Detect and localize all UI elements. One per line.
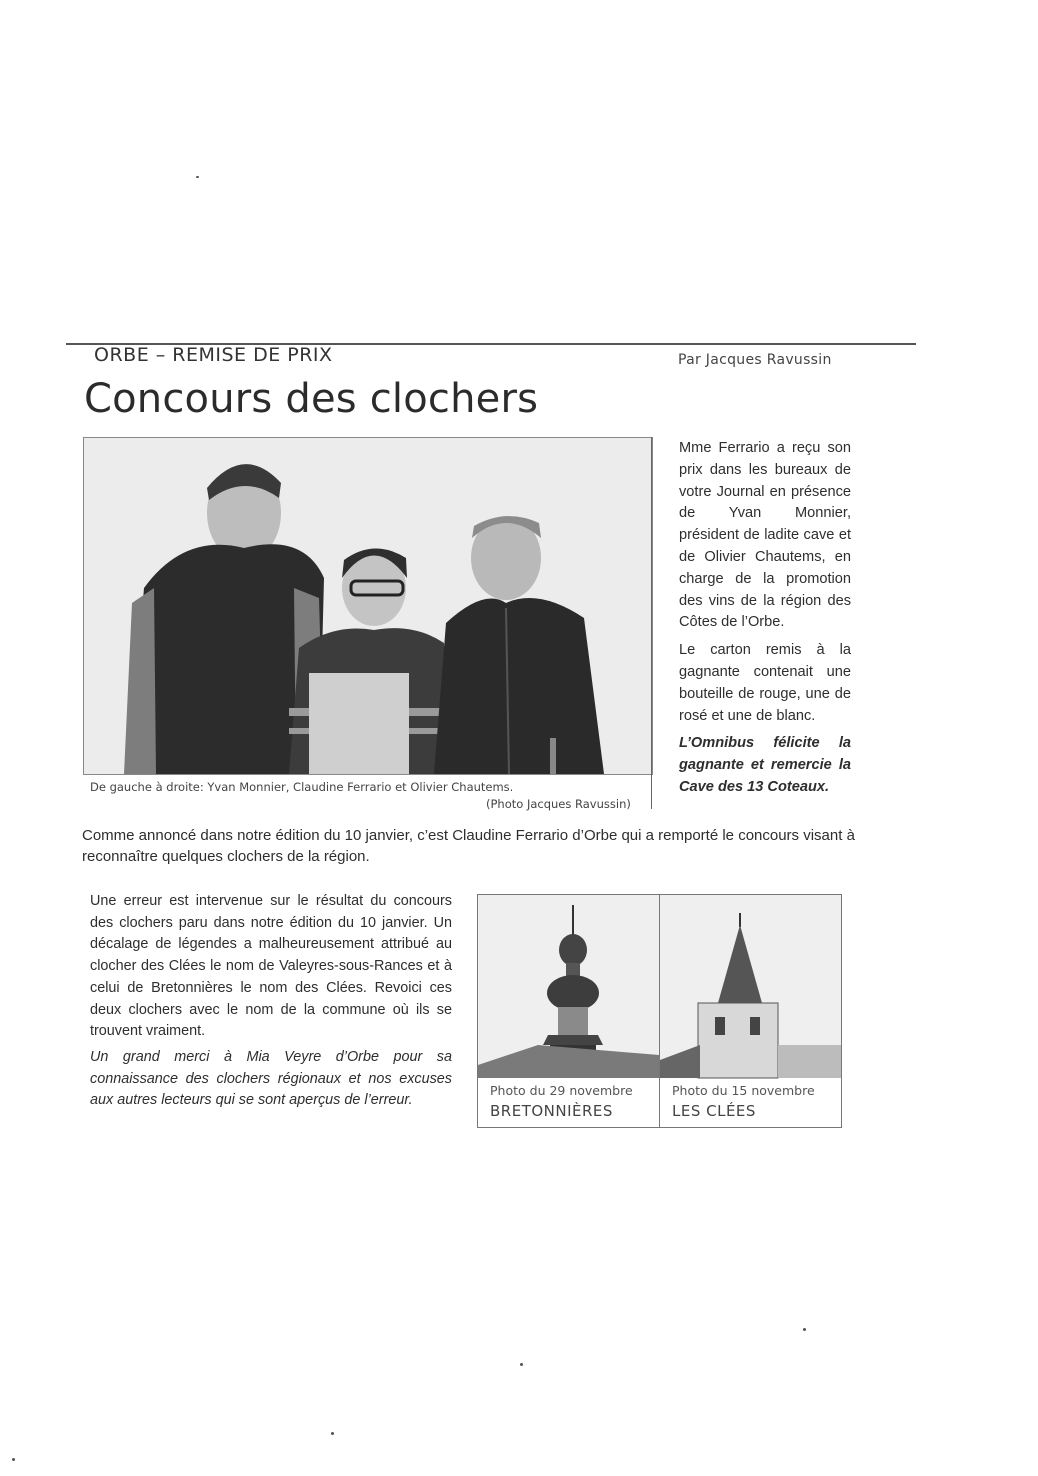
side-paragraph-1: Mme Ferrario a reçu son prix dans les bureaux de votre Journal en présence de Yvan Monnier, président de ladite cave et de Olivier Chautems, en charge de la promotion des vins de la région des Côtes de l’Orbe. [679, 440, 851, 631]
scan-speck [331, 1432, 334, 1435]
church-photo-bretonnieres [478, 895, 659, 1120]
byline: Par Jacques Ravussin [678, 352, 832, 368]
scan-speck [803, 1328, 806, 1331]
scan-speck [196, 176, 199, 178]
scan-speck [12, 1458, 15, 1461]
side-column [679, 438, 851, 805]
scan-speck [520, 1363, 523, 1366]
church-photo-les-clees [660, 895, 841, 1120]
side-closing: L’Omnibus félicite la gagnante et remercie la Cave des 13 Coteaux. [679, 735, 851, 795]
church-photos [477, 894, 842, 1128]
erratum-thanks: Un grand merci à Mia Veyre d’Orbe pour sa connaissance des clochers régionaux et nos excuses aux autres lecteurs qui se sont aperçus de l’erreur. [90, 1048, 452, 1109]
erratum-block [90, 891, 452, 1116]
headline: Concours des clochers [84, 376, 539, 422]
church-name: LES CLÉES [672, 1102, 756, 1120]
main-photo [83, 437, 653, 775]
section-kicker: ORBE – REMISE DE PRIX [94, 344, 333, 366]
column-rule [651, 437, 652, 809]
photo-caption: De gauche à droite: Yvan Monnier, Claudine Ferrario et Olivier Chautems. [90, 780, 514, 794]
group-photo-illustration [84, 438, 652, 774]
church-name: BRETONNIÈRES [490, 1102, 613, 1120]
church-photo-date: Photo du 29 novembre [490, 1083, 633, 1098]
lead-paragraph: Comme annoncé dans notre édition du 10 janvier, c’est Claudine Ferrario d’Orbe qui a remporté le concours visant à reconnaître quelques clochers de la région. [82, 827, 855, 865]
side-paragraph-2: Le carton remis à la gagnante contenait une bouteille de rouge, une de rosé et une de blanc. [679, 642, 851, 724]
photo-credit: (Photo Jacques Ravussin) [486, 797, 631, 811]
church-photo-date: Photo du 15 novembre [672, 1083, 815, 1098]
bulb-spire-illustration [478, 895, 659, 1078]
erratum-paragraph: Une erreur est intervenue sur le résultat du concours des clochers paru dans notre édition du 10 janvier. Un décalage de légendes a malheureusement attribué au clocher des Clées le nom de Valeyres-sous-Rances et à celui de Bretonnières le nom des Clées. Revoici ces deux clochers avec le nom de la commune où ils se trouvent vraiment. [90, 893, 452, 1040]
pointed-spire-illustration [660, 895, 841, 1078]
